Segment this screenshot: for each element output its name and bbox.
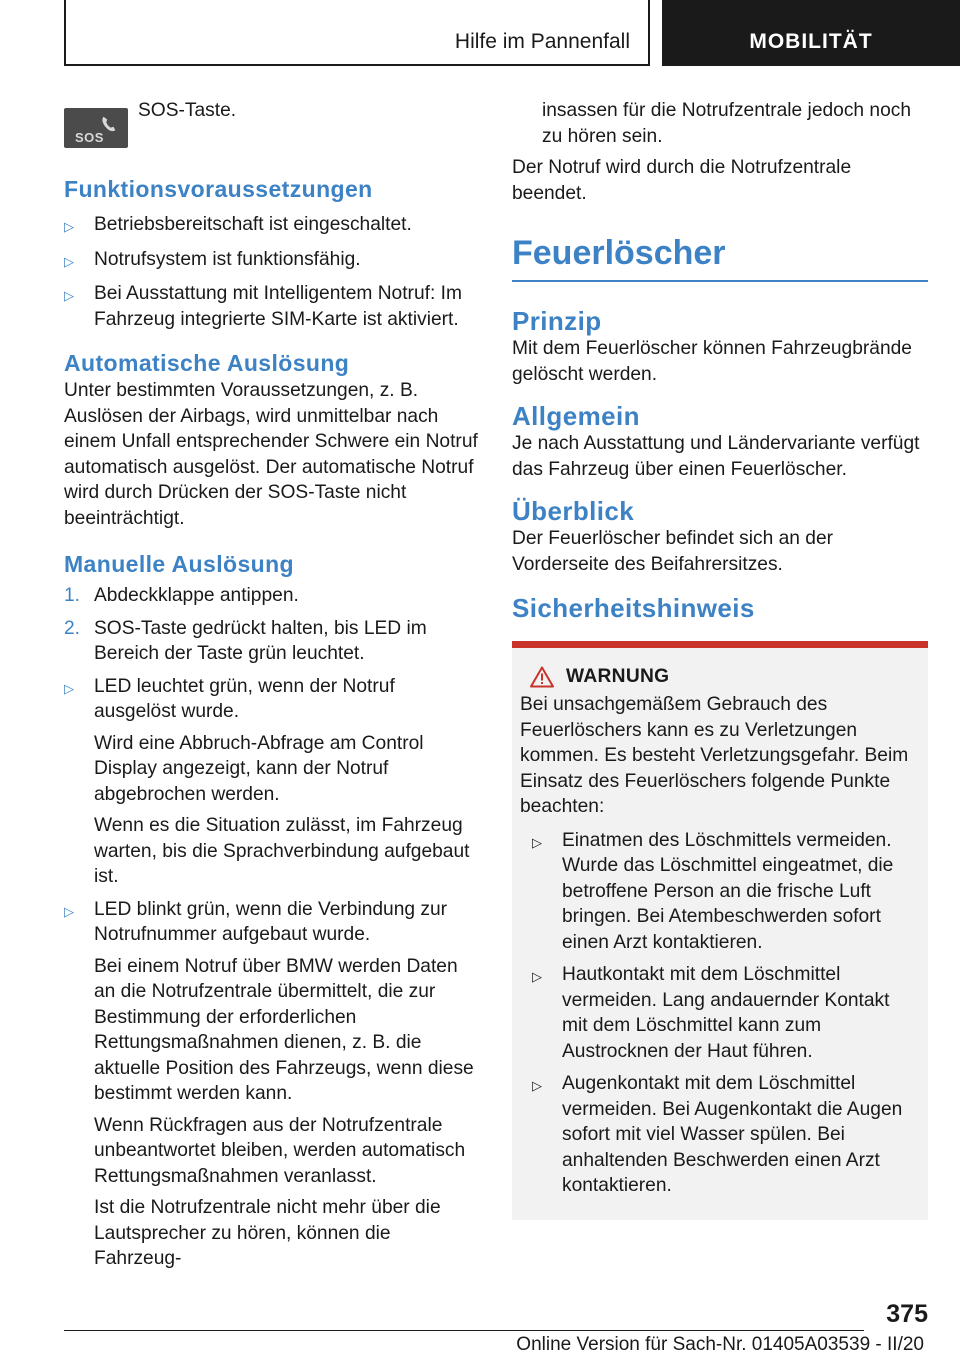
result-text: LED leuchtet grün, wenn der Notruf ausgelöst wurde. [94,675,395,722]
step-text: Abdeckklappe antippen. [94,585,299,606]
list-item-text: Betriebsbereitschaft ist eingeschaltet. [94,214,412,235]
result-item [64,897,482,1272]
warning-panel [512,641,928,1220]
heading-sicherheitshinweis: Sicherheitshinweis [512,593,755,623]
prinzip-text: Mit dem Feuerlöscher können Fahrzeugbrände gelöscht werden. [512,338,912,385]
step-item [64,583,482,609]
triangle-right-icon: ▷ [64,253,74,269]
online-version-text: Online Version für Sach-Nr. 01405A03539 - II/20 [516,1334,924,1355]
allgemein-text: Je nach Ausstattung und Ländervariante verfügt das Fahrzeug über einen Feuerlöscher. [512,433,920,480]
warning-bar [512,641,928,648]
triangle-right-icon: ▷ [64,903,74,919]
left-column [64,98,482,1279]
result-text: LED blinkt grün, wenn die Verbindung zur Notrufnummer aufgebaut wurde. [94,898,448,945]
result-text: Bei einem Notruf über BMW werden Daten an die Notrufzentrale übermittelt, die zur Bestimmung der erforderlichen Rettungsmaßnahmen dienen, z. B. die aktuelle Position des Fahrzeugs, wenn diese bestimmt werden kann. [94,955,474,1104]
heading-feuerloescher: Feuerlöscher [512,234,726,272]
warning-item [520,962,920,1064]
result-text: Ist die Notrufzentrale nicht mehr über die Lautsprecher zu hören, können die Fahrzeug- [94,1197,441,1269]
triangle-right-icon: ▷ [532,1078,542,1093]
heading-manuelle-ausloesung: Manuelle Auslösung [64,551,294,577]
step-item [64,616,482,667]
heading-prinzip: Prinzip [512,306,602,336]
list-item-text: Notrufsystem ist funktionsfähig. [94,248,361,270]
page-number: 375 [886,1300,928,1328]
steps-list [64,583,482,1272]
warning-text: Bei unsachgemäßem Gebrauch des Feuerlöschers kann es zu Verletzungen kommen. Es besteht Verletzungsgefahr. Beim Einsatz des Feuerlöschers folgende Punkte beachten: [520,694,909,817]
warning-item-text: Augenkontakt mit dem Löschmittel vermeiden. Bei Augenkontakt die Augen sofort mit viel Wasser spülen. Bei anhaltenden Beschwerden einen Arzt kontaktieren. [562,1073,903,1196]
list-item [64,247,482,275]
result-text: Wird eine Abbruch-Abfrage am Control Display angezeigt, kann der Notruf abgebrochen werden. [94,732,424,805]
end-text: Der Notruf wird durch die Notrufzentrale beendet. [512,157,852,204]
list-item [64,212,482,240]
heading-allgemein: Allgemein [512,401,640,431]
triangle-right-icon: ▷ [64,219,74,234]
result-item [64,674,482,890]
list-item [64,281,482,332]
heading-automatische-ausloesung: Automatische Auslösung [64,350,350,376]
header-section-box [64,0,650,66]
continued-item [512,98,928,149]
header-chapter-title: MOBILITÄT [749,30,873,53]
heading-rule [512,280,928,282]
heading-funktionsvoraussetzungen: Funktionsvoraussetzungen [64,176,373,202]
sos-caption: SOS-Taste. [138,100,237,121]
footer-rule [64,1330,864,1331]
warning-list [520,828,920,1199]
warning-header [530,666,920,688]
funktion-list [64,212,482,332]
sos-button-icon [64,108,128,148]
header-chapter-tab [662,0,960,66]
warning-item-text: Einatmen des Löschmittels vermeiden. Wurde das Löschmittel eingeatmet, die betroffene Person an die frische Luft bringen. Bei Atembeschwerden sofort einen Arzt kontaktieren. [562,829,894,953]
continued-text: insassen für die Notrufzentrale jedoch noch zu hören sein. [542,100,912,147]
result-text: Wenn es die Situation zulässt, im Fahrzeug warten, bis die Sprachverbindung aufgebaut ist. [94,815,470,887]
header-section-title: Hilfe im Pannenfall [454,30,630,53]
warning-box [512,648,928,1220]
right-column [512,98,928,1220]
triangle-right-icon: ▷ [532,834,542,850]
sos-icon-label: SOS [75,130,104,145]
warning-title: WARNUNG [566,666,670,687]
triangle-right-icon: ▷ [532,969,542,984]
sos-caption-row [64,98,482,148]
result-text: Wenn Rückfragen aus der Notrufzentrale unbeantwortet bleiben, werden automatisch Rettungsmaßnahmen veranlasst. [94,1114,466,1187]
auto-text: Unter bestimmten Voraussetzungen, z. B. Auslösen der Airbags, wird unmittelbar nach einem Unfall entsprechender Schwere ein Notruf automatisch ausgelöst. Der automatische Notruf wird durch Drücken der SOS-Taste nicht beeinträchtigt. [64,380,478,529]
step-text: SOS-Taste gedrückt halten, bis LED im Bereich der Taste grün leuchtet. [94,617,427,664]
warning-triangle-icon [530,666,554,688]
warning-item-text: Hautkontakt mit dem Löschmittel vermeiden. Lang andauernder Kontakt mit dem Löschmittel kann zum Austrocknen der Haut führen. [562,964,890,1062]
step-number: 2. [64,617,81,639]
warning-item [520,1071,920,1199]
step-number: 1. [64,585,81,606]
list-item-text: Bei Ausstattung mit Intelligentem Notruf: Im Fahrzeug integrierte SIM-Karte ist aktiviert. [94,283,462,330]
heading-ueberblick: Überblick [512,496,635,526]
triangle-right-icon: ▷ [64,680,74,696]
warning-item [520,828,920,956]
triangle-right-icon: ▷ [64,288,74,303]
ueberblick-text: Der Feuerlöscher befindet sich an der Vorderseite des Beifahrersitzes. [512,528,834,575]
page-header [0,0,960,66]
